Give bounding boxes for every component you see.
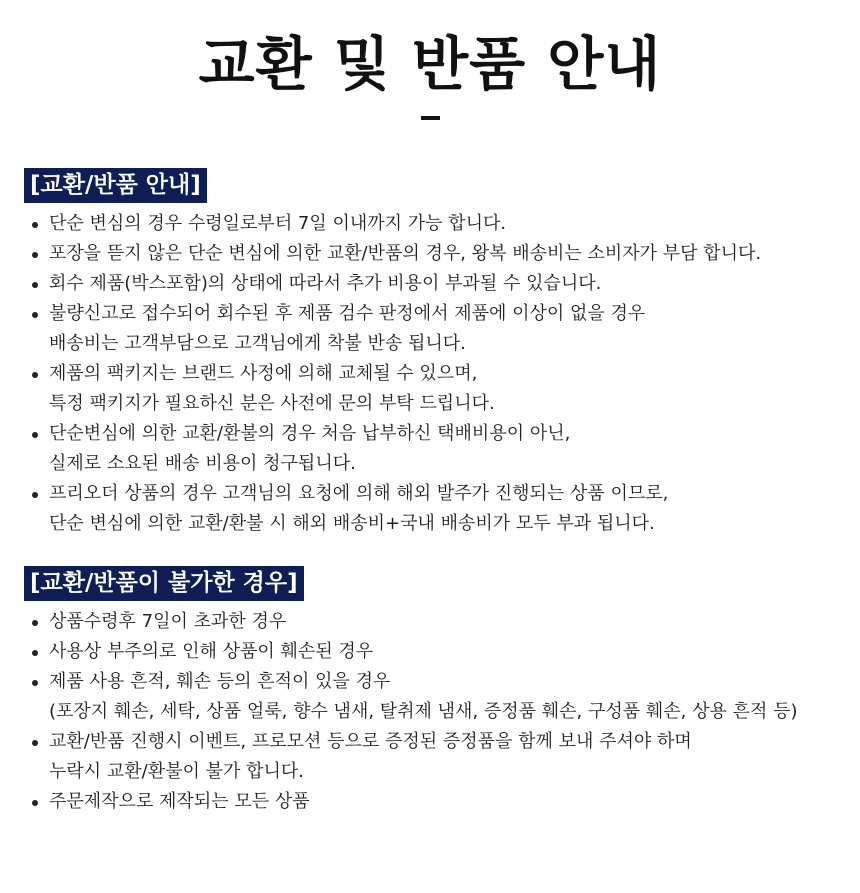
item-text: 단순변심에 의한 교환/환불의 경우 처음 납부하신 택배비용이 아닌, <box>49 423 571 444</box>
item-text-continued: (포장지 훼손, 세탁, 상품 얼룩, 향수 냄새, 탈취제 냄새, 증정품 훼손, 구성품 훼손, 상용 흔적 등) <box>49 701 798 722</box>
section-heading: [교환/반품이 불가한 경우] <box>24 566 304 601</box>
list-item <box>24 359 854 419</box>
list-item <box>24 787 854 817</box>
info-list <box>24 209 854 539</box>
bullet-icon <box>32 432 38 438</box>
item-text: 포장을 뜯지 않은 단순 변심에 의한 교환/반품의 경우, 왕복 배송비는 소비자가 부담 합니다. <box>49 243 762 264</box>
item-text: 상품수령후 7일이 초과한 경우 <box>49 611 287 632</box>
item-text: 제품 사용 흔적, 훼손 등의 흔적이 있을 경우 <box>49 671 391 692</box>
bullet-icon <box>32 620 38 626</box>
non-returnable-cases-section <box>24 566 854 817</box>
list-item <box>24 299 854 359</box>
item-text: 제품의 팩키지는 브랜드 사정에 의해 교체될 수 있으며, <box>49 363 478 384</box>
list-item <box>24 607 854 637</box>
list-item <box>24 479 854 539</box>
item-text: 교환/반품 진행시 이벤트, 프로모션 등으로 증정된 증정품을 함께 보내 주셔야 하며 <box>49 731 692 752</box>
item-text-continued: 실제로 소요된 배송 비용이 청구됩니다. <box>49 453 356 474</box>
item-text: 불량신고로 접수되어 회수된 후 제품 검수 판정에서 제품에 이상이 없을 경우 <box>49 303 646 324</box>
title-divider <box>421 116 440 120</box>
item-text: 프리오더 상품의 경우 고객님의 요청에 의해 해외 발주가 진행되는 상품 이므로, <box>49 483 669 504</box>
item-text: 주문제작으로 제작되는 모든 상품 <box>49 791 310 812</box>
bullet-icon <box>32 252 38 258</box>
item-text-continued: 누락시 교환/환불이 불가 합니다. <box>49 761 304 782</box>
item-text: 사용상 부주의로 인해 상품이 훼손된 경우 <box>49 641 374 662</box>
list-item <box>24 637 854 667</box>
page-title: 교환 및 반품 안내 <box>198 30 662 98</box>
bullet-icon <box>32 680 38 686</box>
list-item <box>24 667 854 727</box>
bullet-icon <box>32 800 38 806</box>
item-text-continued: 단순 변심에 의한 교환/환불 시 해외 배송비+국내 배송비가 모두 부과 됩니다. <box>49 513 655 534</box>
list-item <box>24 209 854 239</box>
bullet-icon <box>32 312 38 318</box>
exchange-return-info-section <box>24 168 854 539</box>
item-text-continued: 특정 팩키지가 필요하신 분은 사전에 문의 부탁 드립니다. <box>49 393 495 414</box>
bullet-icon <box>32 492 38 498</box>
item-text-continued: 배송비는 고객부담으로 고객님에게 착불 반송 됩니다. <box>49 333 466 354</box>
section-heading: [교환/반품 안내] <box>24 168 207 203</box>
list-item <box>24 269 854 299</box>
list-item <box>24 727 854 787</box>
bullet-icon <box>32 650 38 656</box>
bullet-icon <box>32 740 38 746</box>
item-text: 단순 변심의 경우 수령일로부터 7일 이내까지 가능 합니다. <box>49 213 507 234</box>
bullet-icon <box>32 282 38 288</box>
info-list <box>24 607 854 817</box>
item-text: 회수 제품(박스포함)의 상태에 따라서 추가 비용이 부과될 수 있습니다. <box>49 273 602 294</box>
list-item <box>24 239 854 269</box>
list-item <box>24 419 854 479</box>
bullet-icon <box>32 222 38 228</box>
bullet-icon <box>32 372 38 378</box>
